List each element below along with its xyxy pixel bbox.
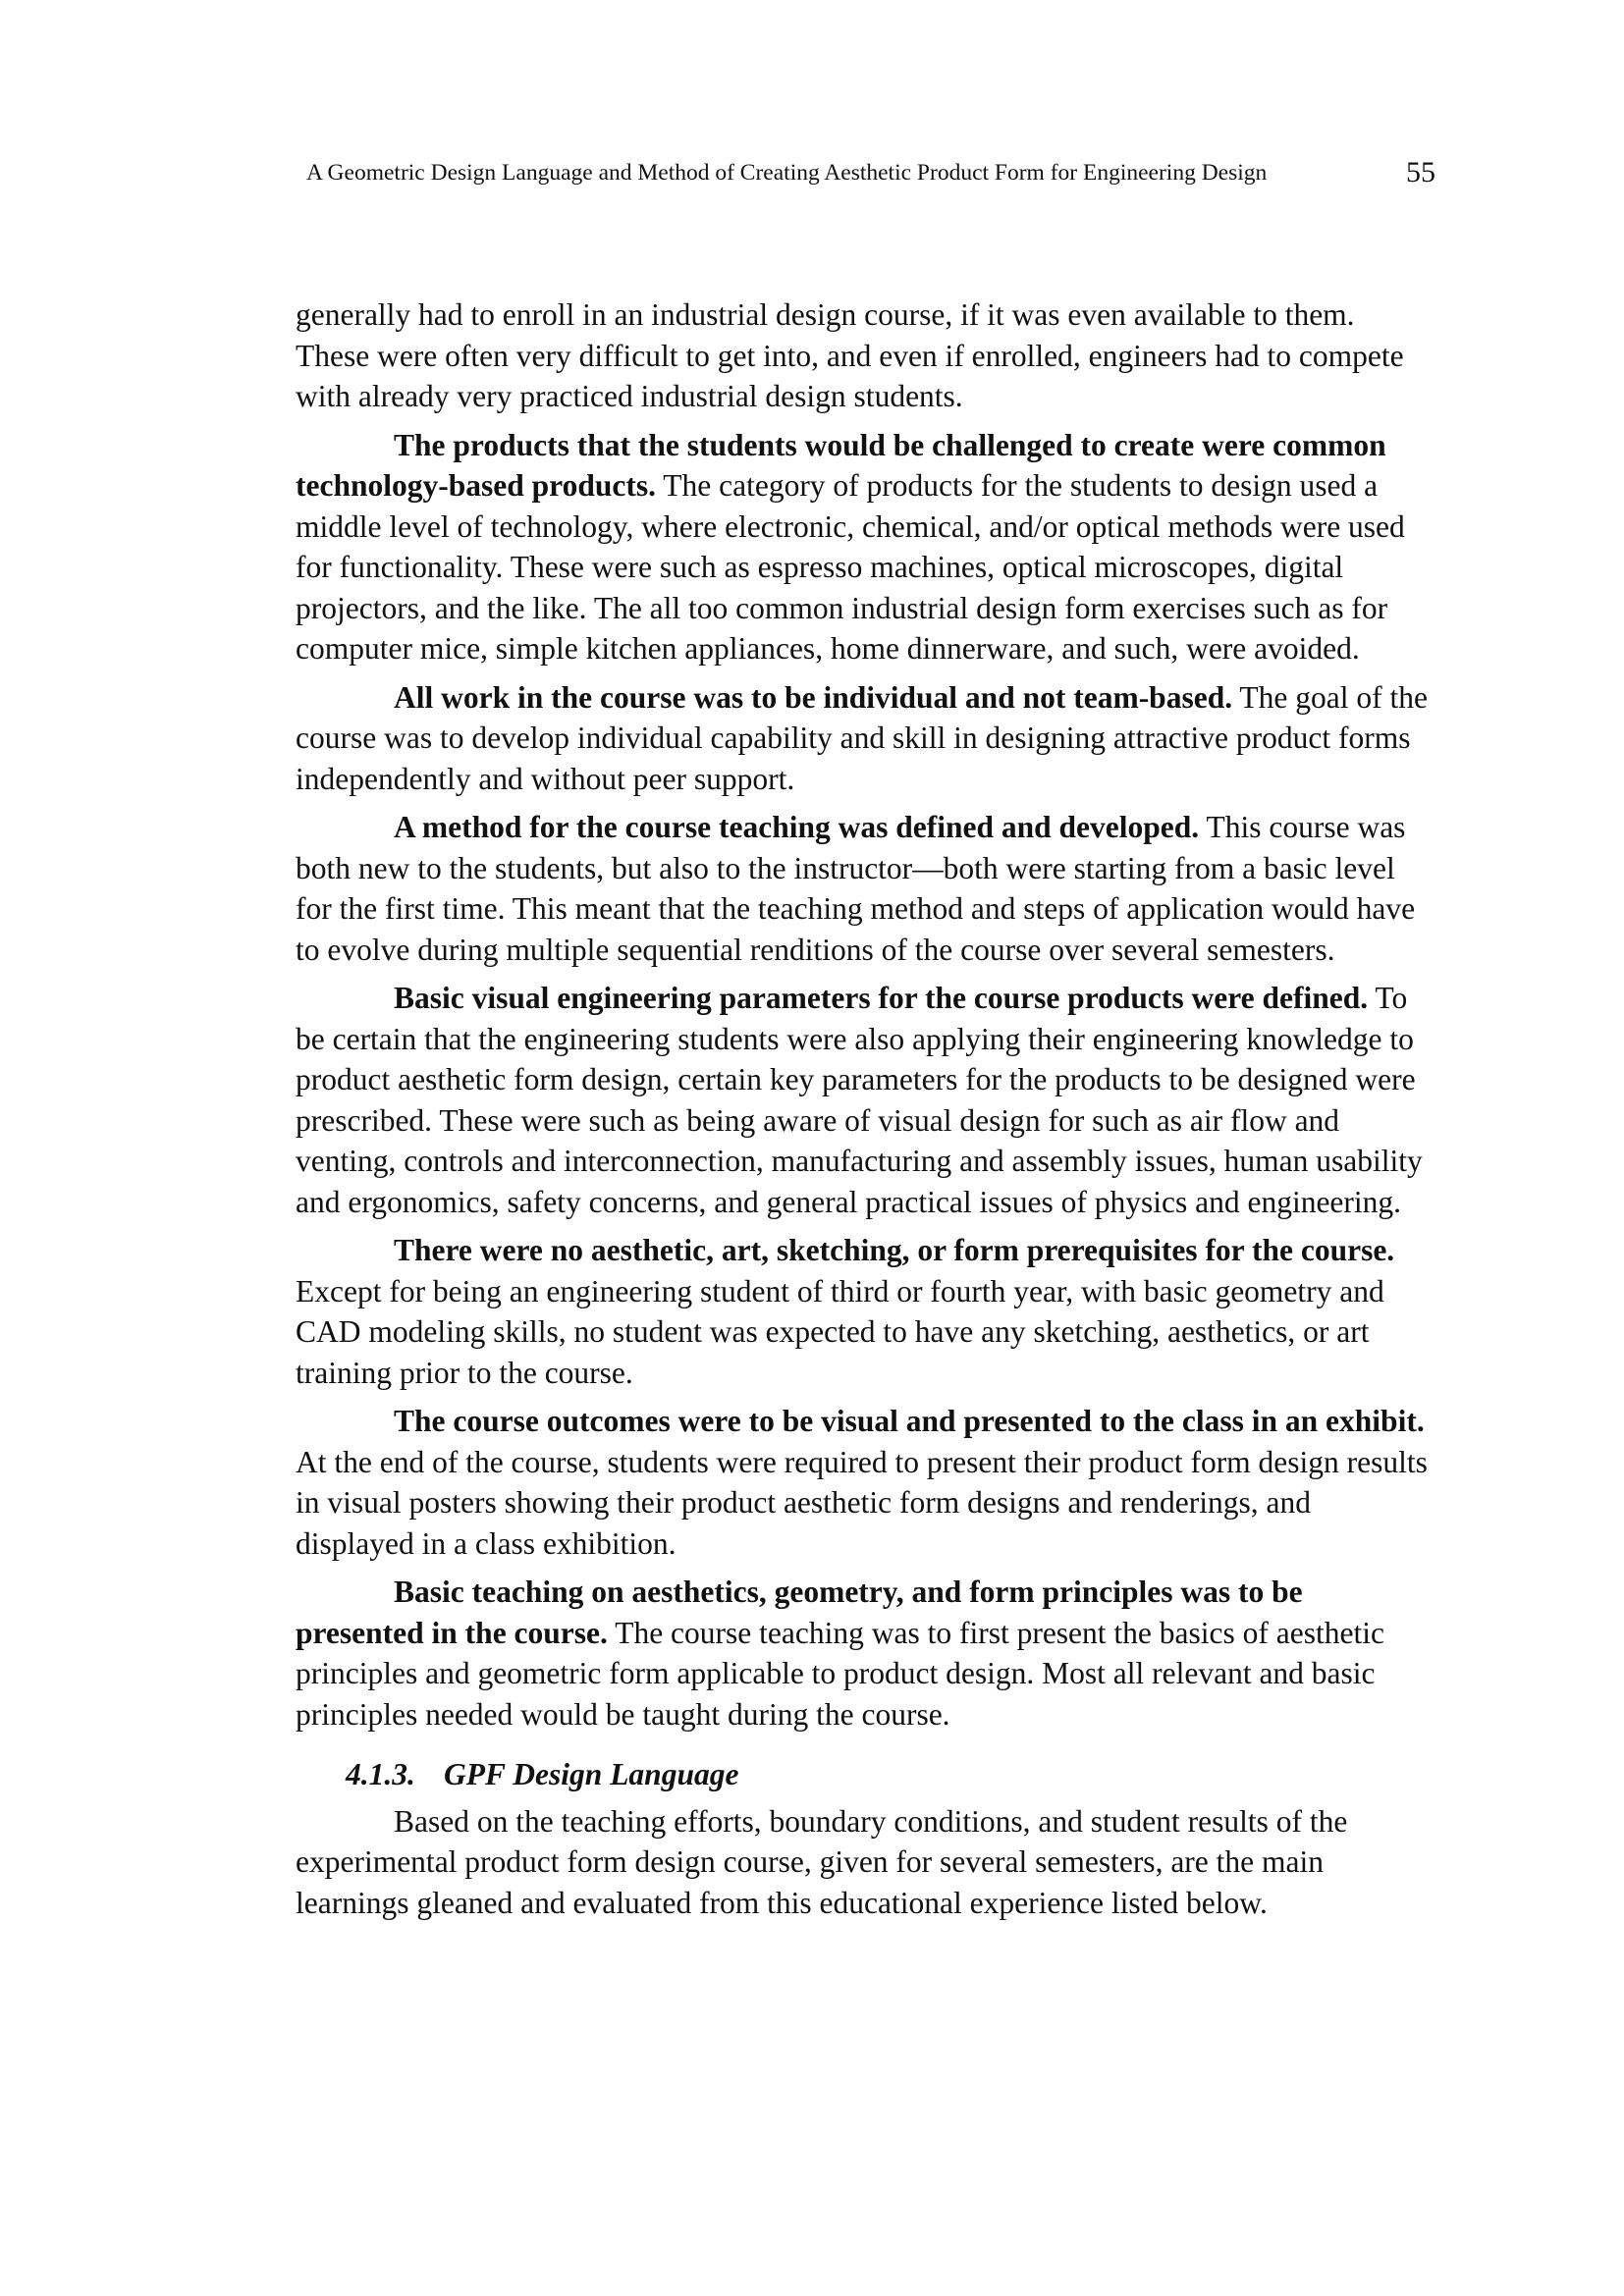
paragraph-basic-teaching [296, 1572, 1435, 1735]
paragraph-lead: There were no aesthetic, art, sketching, or form prerequisites for the course. [394, 1233, 1395, 1267]
paragraph-design-language [296, 1801, 1435, 1924]
paragraph-text: The course teaching was to first present the basics of aesthetic principles and geometric form applicable to product design. Most all relevant and basic principles needed would be taught during the course. [296, 1615, 1384, 1732]
paragraph-lead: Basic visual engineering parameters for the course products were defined. [394, 981, 1369, 1015]
paragraph-text: The category of products for the students to design used a middle level of technology, where electronic, chemical, and/or optical methods were used for functionality. These were such as espresso machines, optical microscopes, digital projectors, and the like. The all too common industrial design form exercises such as for computer mice, simple kitchen appliances, home dinnerware, and such, were avoided. [296, 468, 1405, 666]
paragraph-text: This course was both new to the students, but also to the instructor—both were starting from a basic level for the first time. This meant that the teaching method and steps of application would have to evolve during multiple sequential renditions of the course over several semesters. [296, 810, 1416, 967]
paragraph-text: At the end of the course, students were required to present their product form design results in visual posters showing their product aesthetic form designs and renderings, and displayed in a class exhibition. [296, 1444, 1428, 1561]
body-text [296, 294, 1435, 1931]
paragraph-lead: All work in the course was to be individual and not team-based. [394, 679, 1233, 715]
paragraph-individual-work [296, 677, 1435, 800]
paragraph-engineering-parameters [296, 978, 1435, 1222]
paragraph-prerequisites [296, 1230, 1435, 1393]
paragraph-lead: A method for the course teaching was defined and developed. [394, 810, 1200, 844]
paragraph-lead: The course outcomes were to be visual and presented to the class in an exhibit. [394, 1404, 1425, 1438]
running-header [306, 157, 1435, 196]
paragraph-text: The goal of the course was to develop individual capability and skill in designing attractive product forms independently and without peer support. [296, 679, 1428, 796]
paragraph-text: Based on the teaching efforts, boundary conditions, and student results of the experimental product form design course, given for several semesters, are the main learnings gleaned and evaluated from this educational experience listed below. [296, 1803, 1348, 1920]
paragraph-text: Except for being an engineering student of third or fourth year, with basic geometry and CAD modeling skills, no student was expected to have any sketching, aesthetics, or art training prior to the course. [296, 1273, 1384, 1390]
paragraph-lead: The products that the students would be challenged to create were common technology-based products. [296, 427, 1386, 503]
section-title: GPF Design Language [444, 1757, 739, 1791]
section-number: 4.1.3. [346, 1757, 415, 1791]
running-title: A Geometric Design Language and Method of Creating Aesthetic Product Form for Engineering Design [306, 160, 1268, 186]
paragraph-teaching-method [296, 807, 1435, 970]
paragraph-text: generally had to enroll in an industrial design course, if it was even available to them. These were often very difficult to get into, and even if enrolled, engineers had to compete with already very practiced industrial design students. [296, 297, 1404, 413]
section-heading [296, 1754, 1435, 1795]
paragraph-outcomes [296, 1401, 1435, 1564]
paragraph-products [296, 425, 1435, 669]
page-number: 55 [1406, 156, 1435, 188]
paragraph-text: To be certain that the engineering students were also applying their engineering knowledge to product aesthetic form design, certain key parameters for the products to be designed were prescribed. These were such as being aware of visual design for such as air flow and venting, controls and interconnection, manufacturing and assembly issues, human usability and ergonomics, safety concerns, and general practical issues of physics and engineering. [296, 981, 1423, 1219]
paragraph-continuation [296, 294, 1435, 417]
paragraph-lead: Basic teaching on aesthetics, geometry, and form principles was to be presented in the course. [296, 1575, 1303, 1650]
